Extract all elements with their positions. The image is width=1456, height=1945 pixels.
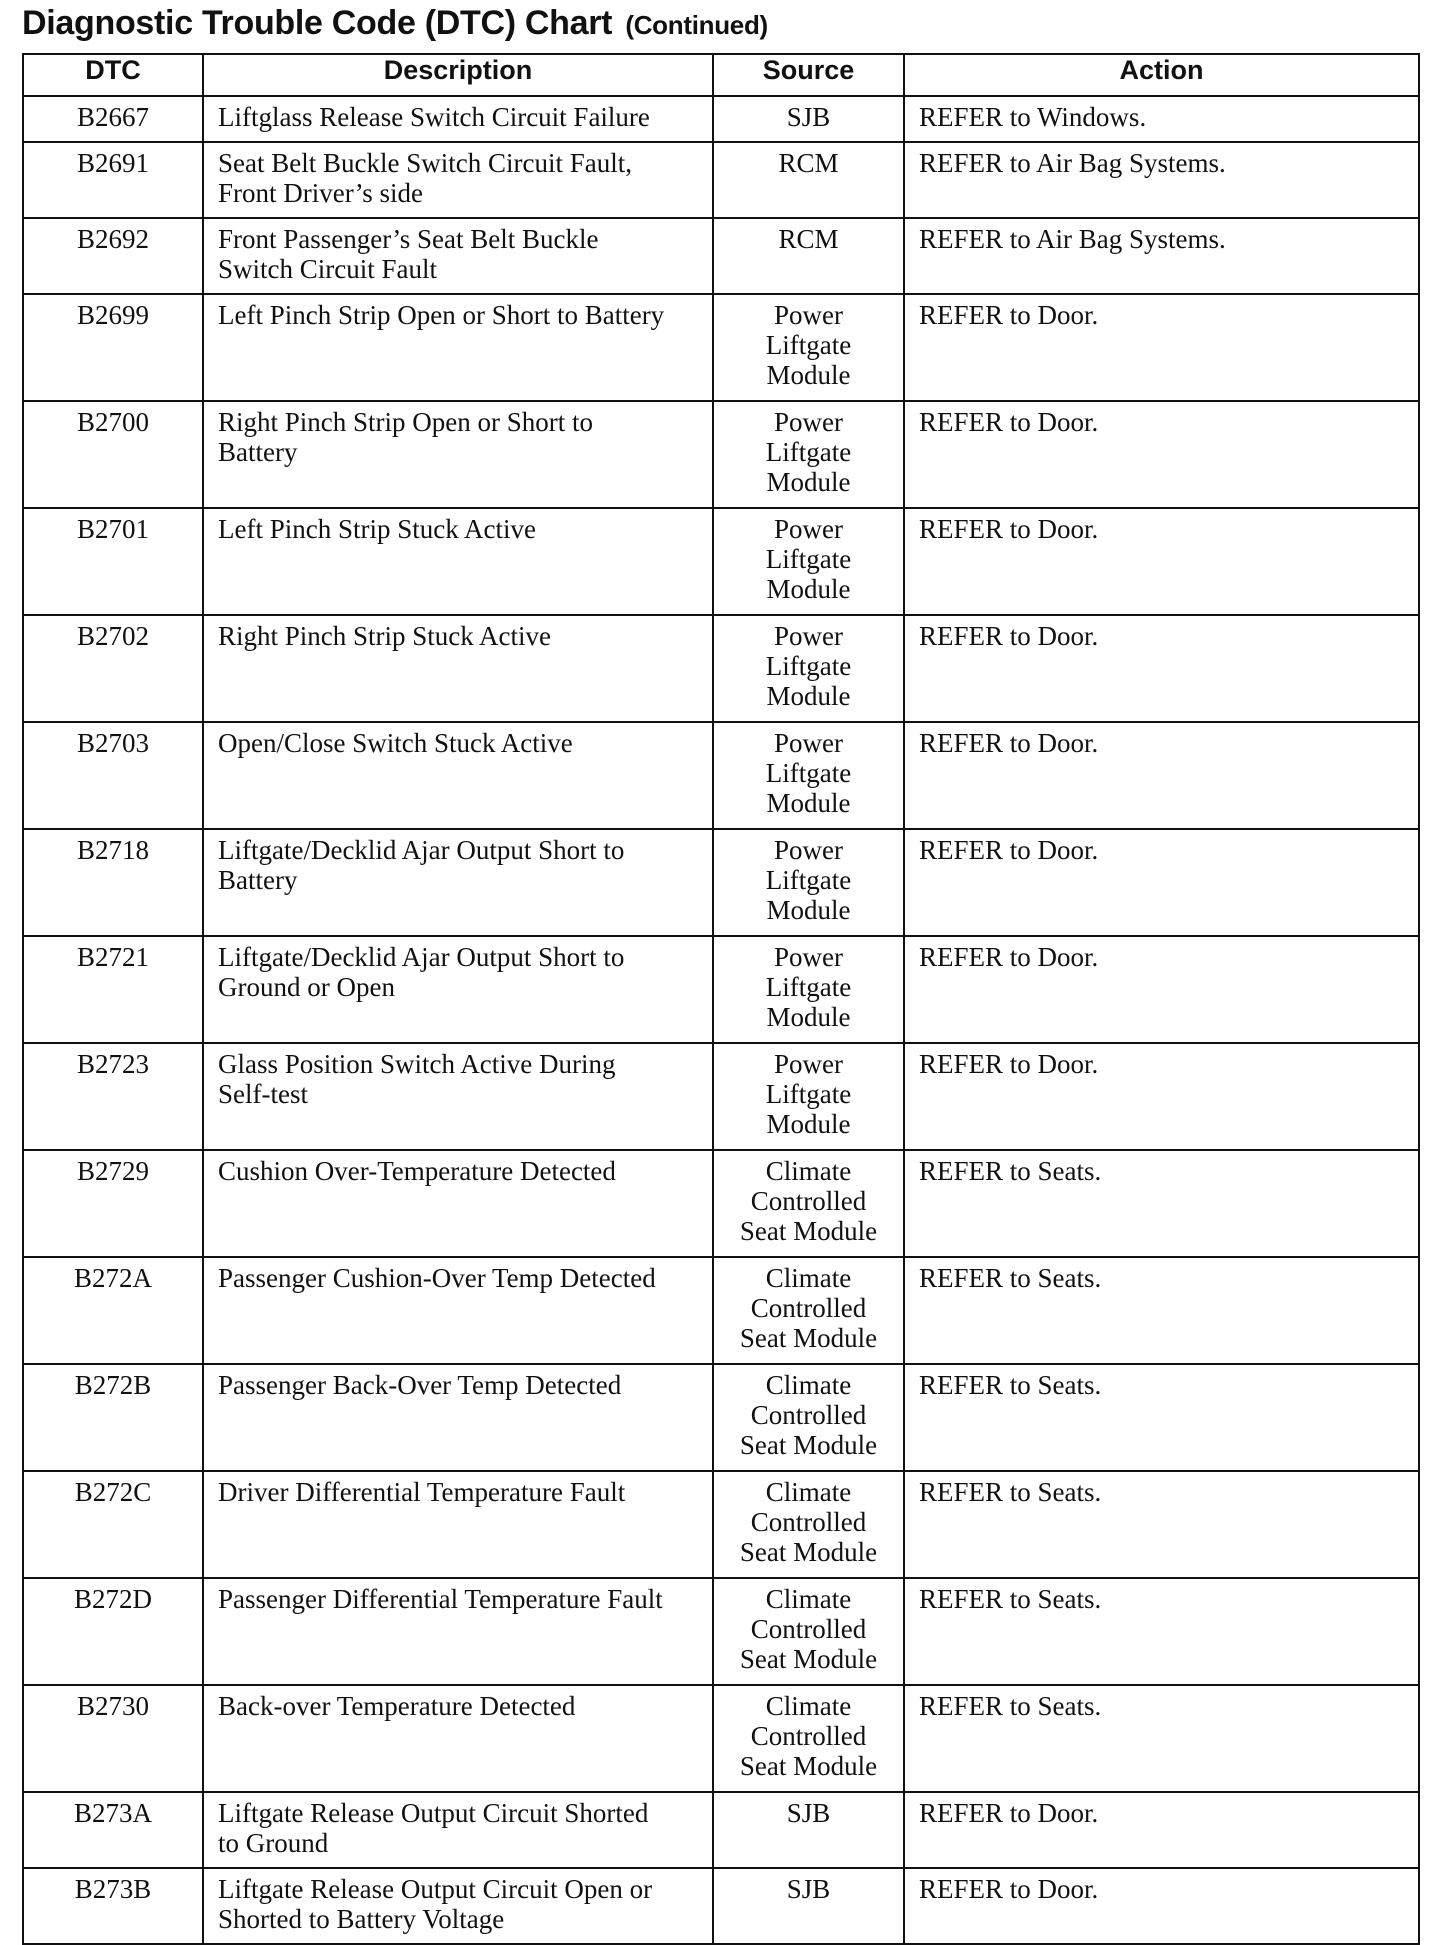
action-cell: REFER to Door. — [904, 615, 1419, 722]
page-title-main: Diagnostic Trouble Code (DTC) Chart — [22, 4, 613, 42]
table-row — [23, 1792, 1419, 1868]
table-row — [23, 1868, 1419, 1944]
action-cell: REFER to Windows. — [904, 96, 1419, 142]
table-row — [23, 218, 1419, 294]
dtc-table — [22, 53, 1420, 1945]
action-cell: REFER to Door. — [904, 294, 1419, 401]
source-cell: Climate Controlled Seat Module — [713, 1471, 904, 1578]
description-cell: Right Pinch Strip Stuck Active — [203, 615, 713, 722]
action-cell: REFER to Seats. — [904, 1364, 1419, 1471]
action-cell: REFER to Door. — [904, 829, 1419, 936]
action-cell: REFER to Seats. — [904, 1471, 1419, 1578]
source-cell: Climate Controlled Seat Module — [713, 1364, 904, 1471]
description-cell: Seat Belt Buckle Switch Circuit Fault, Front Driver’s side — [203, 142, 713, 218]
action-cell: REFER to Seats. — [904, 1578, 1419, 1685]
description-cell: Front Passenger’s Seat Belt Buckle Switch Circuit Fault — [203, 218, 713, 294]
table-row — [23, 615, 1419, 722]
description-cell: Passenger Back-Over Temp Detected — [203, 1364, 713, 1471]
table-row — [23, 722, 1419, 829]
dtc-code-cell: B2700 — [23, 401, 203, 508]
table-row — [23, 1578, 1419, 1685]
description-cell: Liftgate Release Output Circuit Open or Shorted to Battery Voltage — [203, 1868, 713, 1944]
source-cell: Climate Controlled Seat Module — [713, 1685, 904, 1792]
dtc-code-cell: B273A — [23, 1792, 203, 1868]
source-cell: Power Liftgate Module — [713, 294, 904, 401]
dtc-code-cell: B272D — [23, 1578, 203, 1685]
source-cell: Power Liftgate Module — [713, 615, 904, 722]
description-cell: Left Pinch Strip Stuck Active — [203, 508, 713, 615]
source-cell: SJB — [713, 1868, 904, 1944]
table-row — [23, 1364, 1419, 1471]
dtc-code-cell: B2692 — [23, 218, 203, 294]
table-row — [23, 1043, 1419, 1150]
column-header-dtc: DTC — [23, 54, 203, 96]
table-body — [23, 96, 1419, 1944]
page-title — [22, 4, 768, 43]
dtc-code-cell: B2723 — [23, 1043, 203, 1150]
dtc-code-cell: B272C — [23, 1471, 203, 1578]
source-cell: Power Liftgate Module — [713, 508, 904, 615]
action-cell: REFER to Seats. — [904, 1257, 1419, 1364]
dtc-code-cell: B273B — [23, 1868, 203, 1944]
action-cell: REFER to Door. — [904, 1868, 1419, 1944]
description-cell: Glass Position Switch Active During Self-test — [203, 1043, 713, 1150]
source-cell: Power Liftgate Module — [713, 936, 904, 1043]
description-cell: Liftglass Release Switch Circuit Failure — [203, 96, 713, 142]
source-cell: Power Liftgate Module — [713, 722, 904, 829]
action-cell: REFER to Door. — [904, 1043, 1419, 1150]
source-cell: Climate Controlled Seat Module — [713, 1578, 904, 1685]
description-cell: Left Pinch Strip Open or Short to Battery — [203, 294, 713, 401]
description-cell: Driver Differential Temperature Fault — [203, 1471, 713, 1578]
dtc-code-cell: B2702 — [23, 615, 203, 722]
action-cell: REFER to Door. — [904, 1792, 1419, 1868]
dtc-code-cell: B2703 — [23, 722, 203, 829]
dtc-code-cell: B2667 — [23, 96, 203, 142]
dtc-code-cell: B2730 — [23, 1685, 203, 1792]
table-row — [23, 1257, 1419, 1364]
dtc-code-cell: B272B — [23, 1364, 203, 1471]
description-cell: Liftgate Release Output Circuit Shorted to Ground — [203, 1792, 713, 1868]
dtc-code-cell: B272A — [23, 1257, 203, 1364]
source-cell: SJB — [713, 96, 904, 142]
action-cell: REFER to Air Bag Systems. — [904, 142, 1419, 218]
description-cell: Back-over Temperature Detected — [203, 1685, 713, 1792]
table-header-row — [23, 54, 1419, 96]
action-cell: REFER to Seats. — [904, 1685, 1419, 1792]
description-cell: Liftgate/Decklid Ajar Output Short to Ground or Open — [203, 936, 713, 1043]
action-cell: REFER to Seats. — [904, 1150, 1419, 1257]
action-cell: REFER to Door. — [904, 936, 1419, 1043]
description-cell: Passenger Differential Temperature Fault — [203, 1578, 713, 1685]
column-header-description: Description — [203, 54, 713, 96]
table-row — [23, 1471, 1419, 1578]
column-header-source: Source — [713, 54, 904, 96]
table-row — [23, 96, 1419, 142]
dtc-code-cell: B2699 — [23, 294, 203, 401]
table-row — [23, 401, 1419, 508]
dtc-code-cell: B2691 — [23, 142, 203, 218]
source-cell: Climate Controlled Seat Module — [713, 1257, 904, 1364]
action-cell: REFER to Door. — [904, 722, 1419, 829]
page-title-continued: (Continued) — [625, 10, 768, 40]
column-header-action: Action — [904, 54, 1419, 96]
dtc-code-cell: B2701 — [23, 508, 203, 615]
action-cell: REFER to Air Bag Systems. — [904, 218, 1419, 294]
dtc-code-cell: B2729 — [23, 1150, 203, 1257]
table-row — [23, 1150, 1419, 1257]
description-cell: Cushion Over-Temperature Detected — [203, 1150, 713, 1257]
description-cell: Open/Close Switch Stuck Active — [203, 722, 713, 829]
table-row — [23, 142, 1419, 218]
table-row — [23, 936, 1419, 1043]
description-cell: Passenger Cushion-Over Temp Detected — [203, 1257, 713, 1364]
source-cell: Power Liftgate Module — [713, 401, 904, 508]
source-cell: Power Liftgate Module — [713, 1043, 904, 1150]
source-cell: SJB — [713, 1792, 904, 1868]
table-row — [23, 829, 1419, 936]
description-cell: Right Pinch Strip Open or Short to Battery — [203, 401, 713, 508]
table-row — [23, 294, 1419, 401]
table-row — [23, 508, 1419, 615]
source-cell: RCM — [713, 218, 904, 294]
dtc-code-cell: B2718 — [23, 829, 203, 936]
description-cell: Liftgate/Decklid Ajar Output Short to Battery — [203, 829, 713, 936]
dtc-code-cell: B2721 — [23, 936, 203, 1043]
action-cell: REFER to Door. — [904, 508, 1419, 615]
source-cell: Climate Controlled Seat Module — [713, 1150, 904, 1257]
action-cell: REFER to Door. — [904, 401, 1419, 508]
source-cell: RCM — [713, 142, 904, 218]
source-cell: Power Liftgate Module — [713, 829, 904, 936]
table-row — [23, 1685, 1419, 1792]
